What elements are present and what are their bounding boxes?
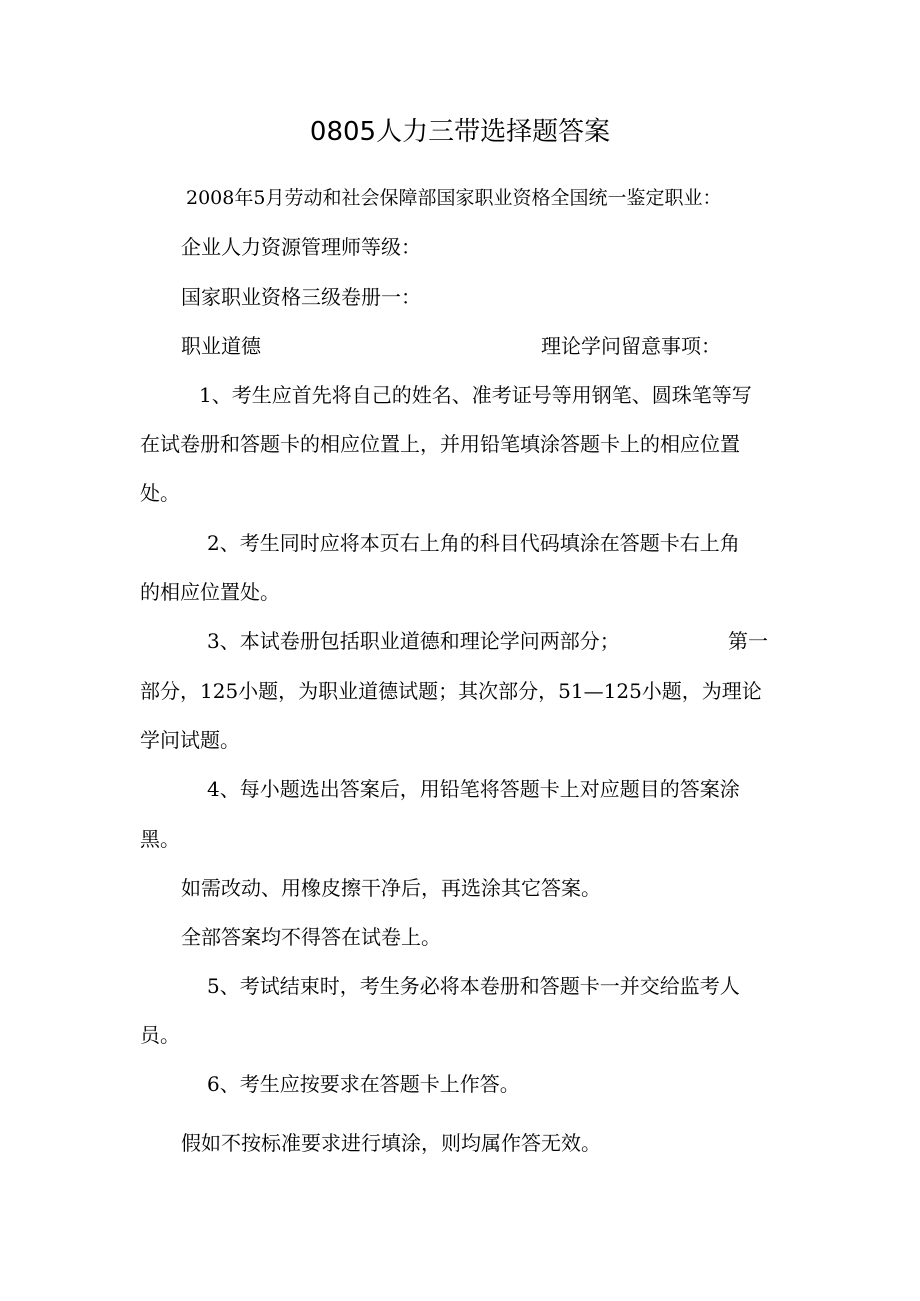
note-no-answers-on-paper: 全部答案均不得答在试卷上。	[181, 925, 441, 949]
item-6-line: 6、考生应按要求在答题卡上作答。	[207, 1072, 520, 1096]
item-4-line-1: 4、每小题选出答案后，用铅笔将答题卡上对应题目的答案涂	[207, 777, 740, 801]
occupation-line: 企业人力资源管理师等级：	[181, 235, 421, 259]
item-4-line-2: 黑。	[140, 827, 180, 851]
document-title: 0805人力三带选择题答案	[309, 117, 611, 147]
item-3-line-1: 3、本试卷册包括职业道德和理论学问两部分；	[207, 629, 620, 653]
section-label-theory-notes: 理论学问留意事项：	[541, 334, 721, 358]
item-2-line-2: 的相应位置处。	[140, 580, 280, 604]
item-1-line-3: 处。	[140, 481, 180, 505]
note-modify-answers: 如需改动、用橡皮擦干净后，再选涂其它答案。	[181, 876, 601, 900]
section-label-ethics: 职业道德	[181, 334, 261, 358]
item-5-line-1: 5、考试结束时，考生务必将本卷册和答题卡一并交给监考人	[207, 974, 740, 998]
item-3-line-1-end: 第一	[728, 629, 768, 653]
note-invalid-answers: 假如不按标准要求进行填涂，则均属作答无效。	[181, 1131, 601, 1155]
item-2-line-1: 2、考生同时应将本页右上角的科目代码填涂在答题卡右上角	[207, 531, 740, 555]
item-5-line-2: 员。	[140, 1023, 180, 1047]
item-3-line-3: 学问试题。	[140, 728, 240, 752]
intro-line: 2008年5月劳动和社会保障部国家职业资格全国统一鉴定职业：	[186, 187, 722, 209]
item-1-line-1: 1、考生应首先将自己的姓名、准考证号等用钢笔、圆珠笔等写	[199, 383, 752, 407]
level-line: 国家职业资格三级卷册一：	[181, 285, 421, 309]
item-3-line-2: 部分，125小题，为职业道德试题；其次部分，51—125小题，为理论	[140, 679, 762, 703]
item-1-line-2: 在试卷册和答题卡的相应位置上，并用铅笔填涂答题卡上的相应位置	[140, 432, 740, 456]
